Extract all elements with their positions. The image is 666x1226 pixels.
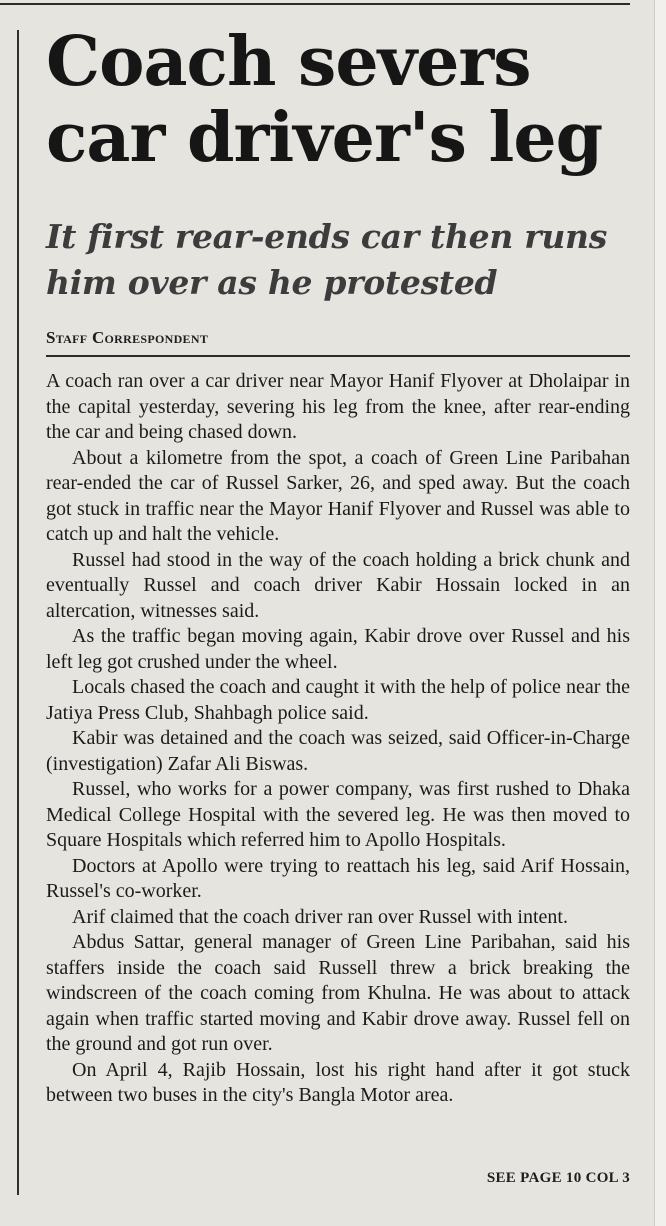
paragraph: About a kilometre from the spot, a coach of Green Line Paribahan rear-ended the car of Russel Sarker, 26, and sped away. But the coach got stuck in traffic near the Mayor Hanif Flyover and Russel was able to catch up and halt the vehicle.	[46, 446, 630, 545]
paragraph: A coach ran over a car driver near Mayor Hanif Flyover at Dholaipar in the capital yesterday, severing his leg from the knee, after rear-ending the car and being chased down.	[46, 370, 630, 443]
paragraph: Kabir was detained and the coach was seized, said Officer-in-Charge (investigation) Zafar Ali Biswas.	[46, 727, 630, 775]
article-body	[46, 369, 630, 1109]
paper-edge	[654, 0, 666, 1226]
headline: Coach severs car driver's leg	[46, 22, 603, 178]
paragraph: Abdus Sattar, general manager of Green Line Paribahan, said his staffers inside the coach said Russell threw a brick breaking the windscreen of the coach coming from Khulna. He was about to attack again when traffic started moving and Kabir drove away. Russel fell on the ground and got run over.	[46, 931, 630, 1055]
paragraph: Russel had stood in the way of the coach holding a brick chunk and eventually Russel and coach driver Kabir Hossain locked in an altercation, witnesses said.	[46, 548, 630, 622]
subheadline: It first rear-ends car then runs him over as he protested	[46, 217, 607, 302]
paragraph: Arif claimed that the coach driver ran over Russel with intent.	[72, 905, 568, 928]
paragraph: On April 4, Rajib Hossain, lost his right hand after it got stuck between two buses in the city's Bangla Motor area.	[46, 1058, 630, 1106]
paragraph: As the traffic began moving again, Kabir drove over Russel and his left leg got crushed under the wheel.	[46, 625, 630, 673]
paragraph: Doctors at Apollo were trying to reattach his leg, said Arif Hossain, Russel's co-worker.	[46, 854, 630, 902]
continuation-note: SEE PAGE 10 COL 3	[486, 1170, 630, 1186]
paragraph: Locals chased the coach and caught it with the help of police near the Jatiya Press Club, Shahbagh police said.	[46, 676, 630, 724]
top-rule	[0, 3, 630, 5]
byline: Staff Correspondent	[46, 328, 209, 347]
column-rule	[17, 30, 19, 1195]
paragraph: Russel, who works for a power company, was first rushed to Dhaka Medical College Hospital with the severed leg. He was then moved to Square Hospitals which referred him to Apollo Hospitals.	[46, 778, 630, 851]
byline-rule	[46, 355, 630, 357]
